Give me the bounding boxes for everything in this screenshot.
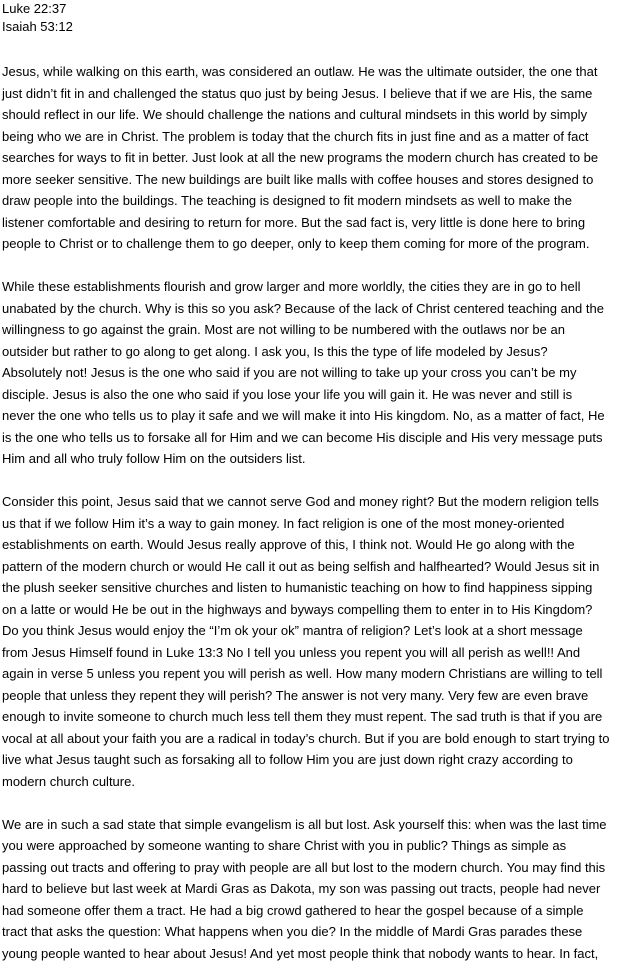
paragraph-4 xyxy=(2,814,624,964)
text-line: more seeker sensitive. The new buildings are built like malls with coffee houses and stores designed to xyxy=(2,169,624,191)
text-line: We are in such a sad state that simple evangelism is all but lost. Ask yourself this: when was the last time xyxy=(2,814,624,836)
text-line: Consider this point, Jesus said that we cannot serve God and money right? But the modern religion tells xyxy=(2,491,624,513)
text-line: willingness to go against the grain. Most are not willing to be numbered with the outlaws nor be an xyxy=(2,319,624,341)
paragraph-2 xyxy=(2,276,624,470)
document-body xyxy=(2,61,624,964)
text-line: modern church culture. xyxy=(2,771,624,793)
text-line: on a latte or would He be out in the highways and byways compelling them to enter in to His Kingdom? xyxy=(2,599,624,621)
text-line: While these establishments flourish and grow larger and more worldly, the cities they are in go to hell xyxy=(2,276,624,298)
text-line: hard to believe but last week at Mardi Gras as Dakota, my son was passing out tracts, people had never xyxy=(2,878,624,900)
text-line: people that unless they repent they will perish? The answer is not very many. Very few are even brave xyxy=(2,685,624,707)
spacer xyxy=(2,36,624,61)
paragraph-spacer xyxy=(2,792,624,814)
text-line: had someone offer them a tract. He had a big crowd gathered to hear the gospel because of a simple xyxy=(2,900,624,922)
text-line: just didn’t fit in and challenged the status quo just by being Jesus. I believe that if we are His, the same xyxy=(2,83,624,105)
text-line: searches for ways to fit in better. Just look at all the new programs the modern church has created to be xyxy=(2,147,624,169)
text-line: is the one who tells us to forsake all for Him and we can become His disciple and His very message puts xyxy=(2,427,624,449)
text-line: you were approached by someone wanting to share Christ with you in public? Things as simple as xyxy=(2,835,624,857)
text-line: establishments on earth. Would Jesus really approve of this, I think not. Would He go along with the xyxy=(2,534,624,556)
text-line: the plush seeker sensitive churches and listen to humanistic teaching on how to find happiness sipping xyxy=(2,577,624,599)
paragraph-spacer xyxy=(2,470,624,492)
text-line: outsider but rather to go along to get along. I ask you, Is this the type of life modeled by Jesus? xyxy=(2,341,624,363)
text-line: being who we are in Christ. The problem is today that the church fits in just fine and as a matter of fact xyxy=(2,126,624,148)
text-line: young people wanted to hear about Jesus! And yet most people think that nobody wants to hear. In fact, xyxy=(2,943,624,964)
text-line: listener comfortable and desiring to return for more. But the sad fact is, very little is done here to bring xyxy=(2,212,624,234)
text-line: us that if we follow Him it’s a way to gain money. In fact religion is one of the most money-oriented xyxy=(2,513,624,535)
text-line: draw people into the buildings. The teaching is designed to fit modern mindsets as well to make the xyxy=(2,190,624,212)
text-line: should reflect in our life. We should challenge the nations and cultural mindsets in this world by simply xyxy=(2,104,624,126)
text-line: Do you think Jesus would enjoy the “I’m ok your ok” mantra of religion? Let’s look at a short message xyxy=(2,620,624,642)
text-line: live what Jesus taught such as forsaking all to follow Him you are just down right crazy according to xyxy=(2,749,624,771)
text-line: unabated by the church. Why is this so you ask? Because of the lack of Christ centered teaching and the xyxy=(2,298,624,320)
text-line: vocal at all about your faith you are a radical in today’s church. But if you are bold enough to start trying to xyxy=(2,728,624,750)
text-line: pattern of the modern church or would He call it out as being selfish and halfhearted? Would Jesus sit in xyxy=(2,556,624,578)
paragraph-spacer xyxy=(2,255,624,277)
text-line: tract that asks the question: What happens when you die? In the middle of Mardi Gras parades these xyxy=(2,921,624,943)
text-line: Jesus, while walking on this earth, was considered an outlaw. He was the ultimate outsider, the one that xyxy=(2,61,624,83)
paragraph-3 xyxy=(2,491,624,792)
text-line: people to Christ or to challenge them to go deeper, only to keep them coming for more of the program. xyxy=(2,233,624,255)
text-line: enough to invite someone to church much less tell them they must repent. The sad truth is that if you are xyxy=(2,706,624,728)
text-line: never the one who tells us to play it safe and we will make it into His kingdom. No, as a matter of fact, He xyxy=(2,405,624,427)
text-line: disciple. Jesus is also the one who said if you lose your life you will gain it. He was never and still is xyxy=(2,384,624,406)
scripture-reference-luke: Luke 22:37 xyxy=(2,0,624,18)
text-line: Him and all who truly follow Him on the outsiders list. xyxy=(2,448,624,470)
text-line: again in verse 5 unless you repent you will perish as well. How many modern Christians are willing to tell xyxy=(2,663,624,685)
text-line: from Jesus Himself found in Luke 13:3 No I tell you unless you repent you will all perish as well!! And xyxy=(2,642,624,664)
scripture-references xyxy=(2,0,624,36)
text-line: Absolutely not! Jesus is the one who said if you are not willing to take up your cross you can’t be my xyxy=(2,362,624,384)
scripture-reference-isaiah: Isaiah 53:12 xyxy=(2,18,624,36)
text-line: passing out tracts and offering to pray with people are all but lost to the modern church. You may find this xyxy=(2,857,624,879)
paragraph-1 xyxy=(2,61,624,255)
document-page xyxy=(2,0,624,964)
